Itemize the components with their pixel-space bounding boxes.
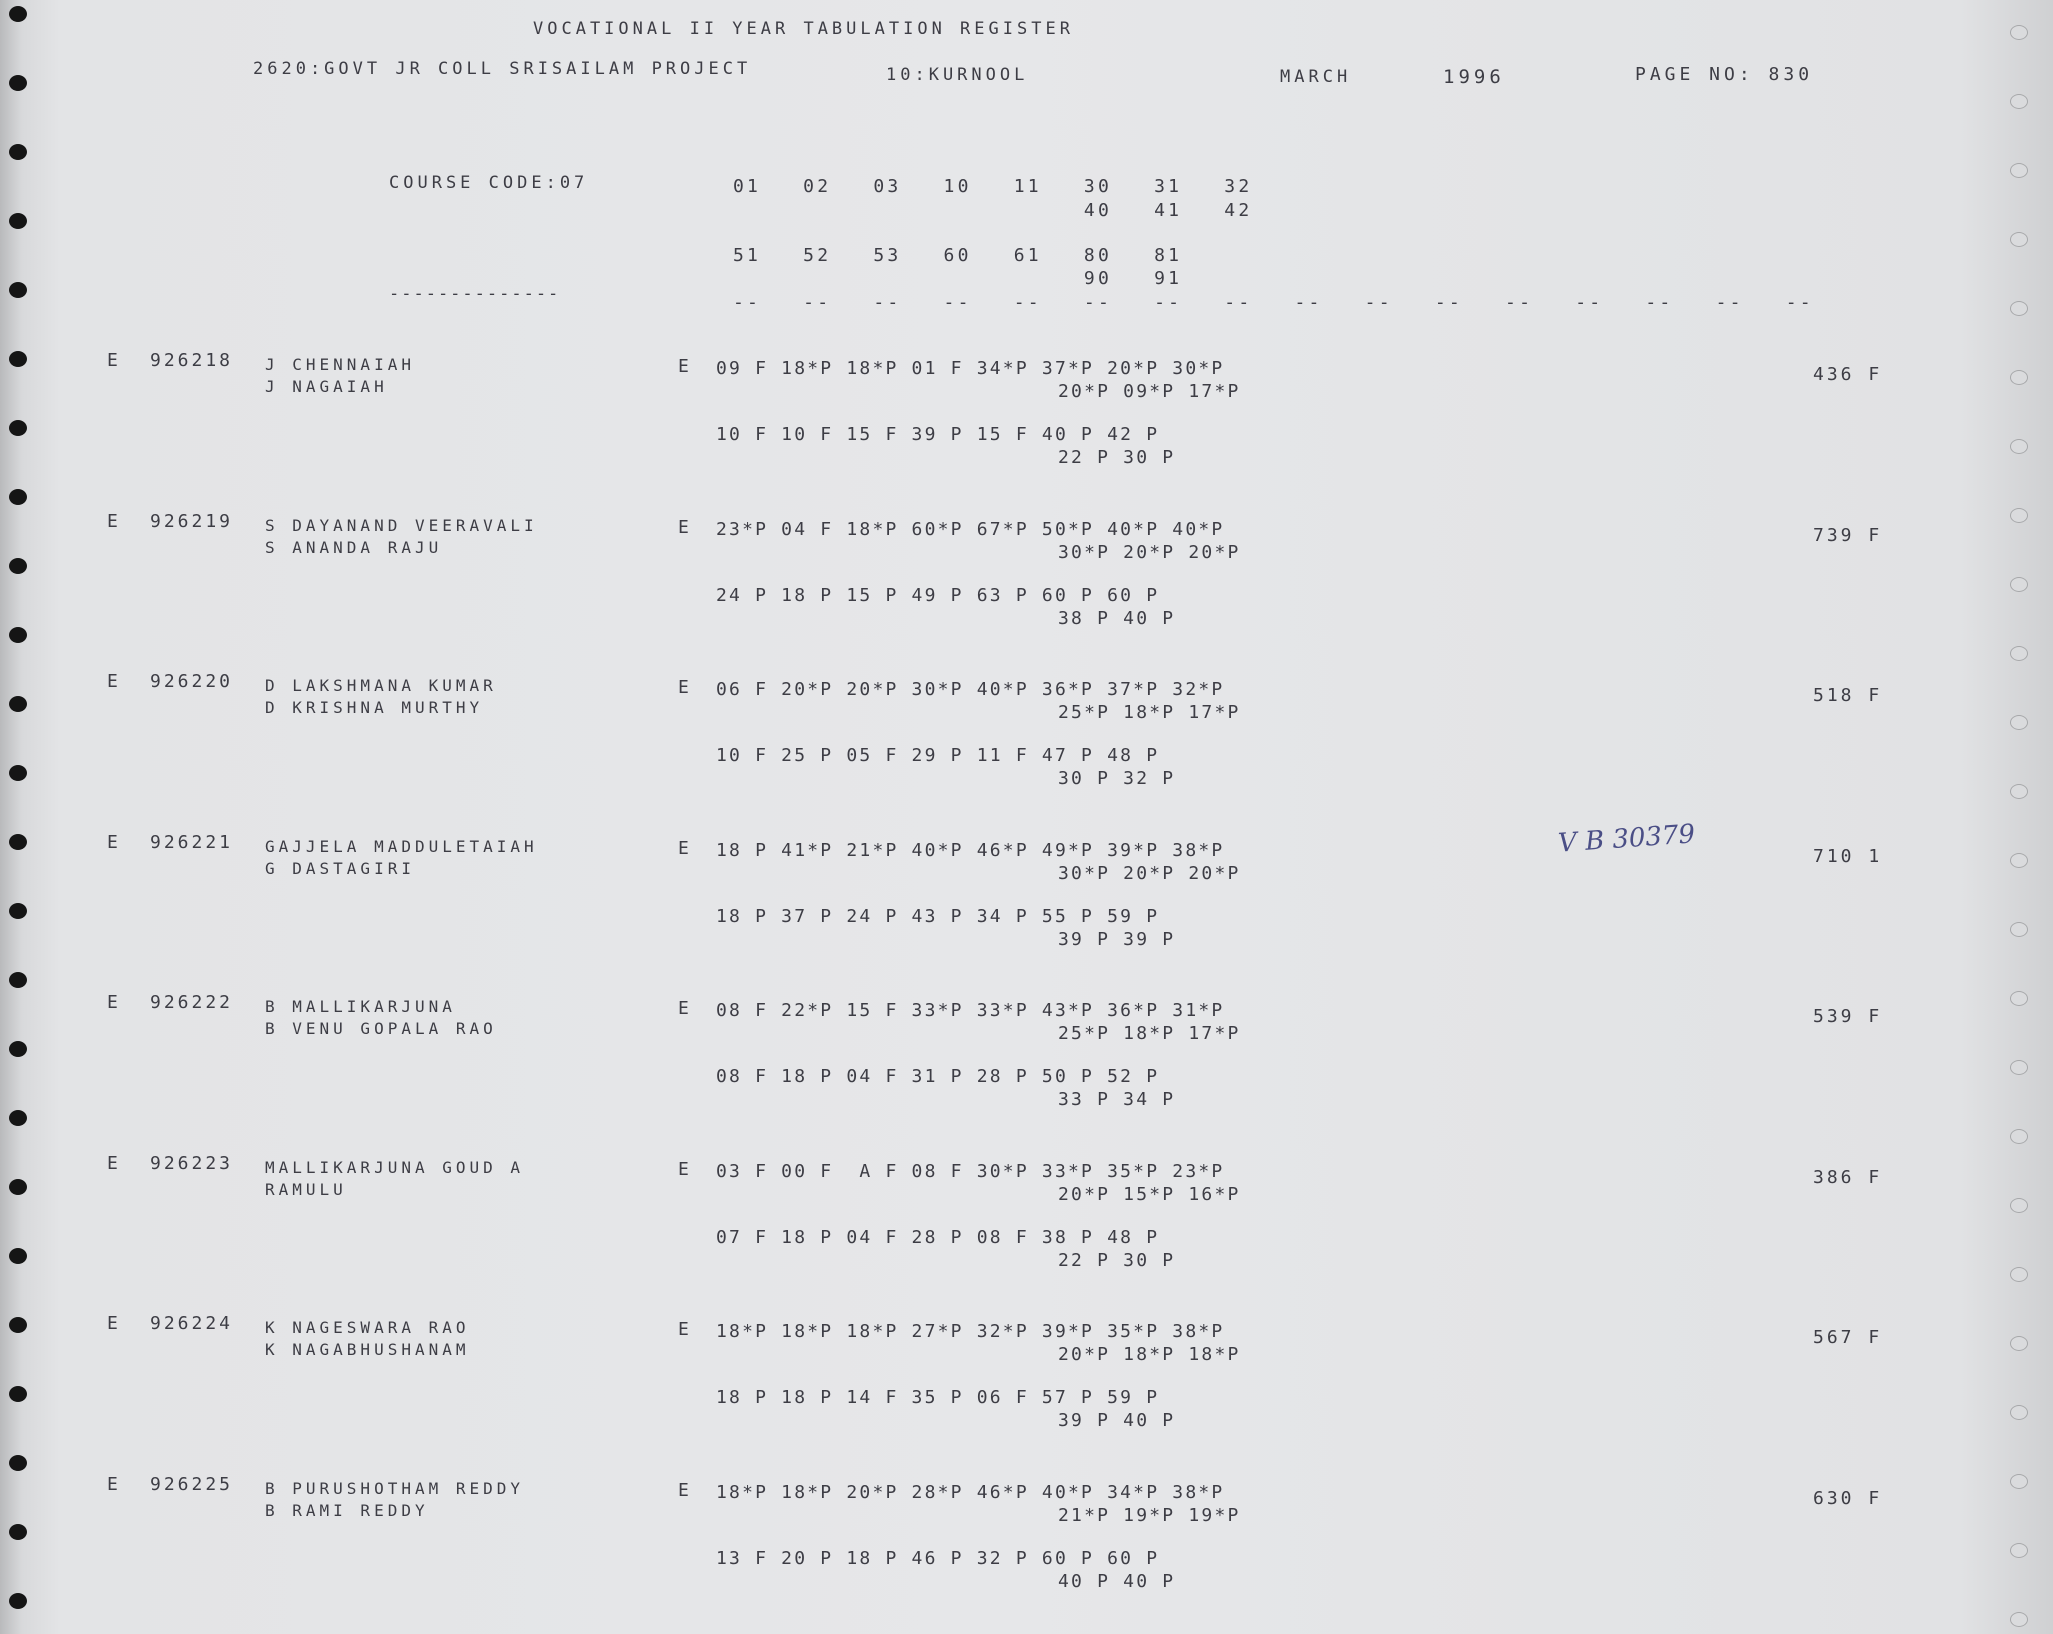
feed-hole [2010,922,2028,937]
student-name: B PURUSHOTHAM REDDY [265,1478,525,1498]
hall-ticket-number: 926218 [150,350,234,371]
student-name: K NAGESWARA RAO [265,1318,470,1337]
feed-hole [9,696,27,712]
feed-hole [2010,94,2028,109]
student-name: GAJJELA MADDULETAIAH [265,836,538,856]
record-flag: E [107,992,121,1013]
marks-row-1: 18*P 18*P 18*P 27*P 32*P 39*P 35*P 38*P [716,1321,1225,1342]
marks-row-1-cont: 30*P 20*P 20*P [1058,541,1241,563]
marks-row-1: 23*P 04 F 18*P 60*P 67*P 50*P 40*P 40*P [716,518,1225,540]
feed-hole [9,1455,27,1471]
father-name: S ANANDA RAJU [265,537,443,557]
marks-row-2-cont: 22 P 30 P [1058,1249,1176,1271]
student-name: S DAYANAND VEERAVALI [265,515,538,535]
exam-month: MARCH [1280,67,1352,87]
hall-ticket-number: 926219 [150,510,234,532]
feed-hole [9,420,27,436]
feed-hole [9,972,27,988]
page-number: PAGE NO: 830 [1635,64,1814,85]
marks-row-2: 10 F 25 P 05 F 29 P 11 F 47 P 48 P [716,745,1160,766]
record-flag: E [107,510,121,532]
student-name: MALLIKARJUNA GOUD A [265,1157,525,1177]
college-name: 2620:GOVT JR COLL SRISAILAM PROJECT [253,59,752,79]
marks-row-2: 13 F 20 P 18 P 46 P 32 P 60 P 60 P [716,1547,1160,1569]
total-and-result: 567 F [1813,1327,1883,1348]
father-name: B VENU GOPALA RAO [265,1019,497,1038]
marks-row-1-cont: 20*P 15*P 16*P [1058,1183,1241,1205]
exam-mark: E [678,356,692,377]
feed-hole [2010,370,2028,385]
feed-hole [2010,577,2028,592]
father-name: RAMULU [265,1179,347,1199]
marks-row-1-cont: 20*P 18*P 18*P [1058,1344,1241,1365]
feed-hole [9,903,27,919]
register-title: VOCATIONAL II YEAR TABULATION REGISTER [533,19,1074,39]
marks-row-1-cont: 30*P 20*P 20*P [1058,862,1241,884]
exam-mark: E [678,1158,692,1180]
marks-row-2-cont: 39 P 39 P [1058,928,1176,950]
feed-hole [2010,1336,2028,1351]
exam-mark: E [678,677,692,698]
exam-mark: E [678,837,692,859]
feed-hole [2010,232,2028,247]
exam-mark: E [678,998,692,1019]
feed-hole [2010,1543,2028,1558]
course-code-underline: -------------- [389,284,561,304]
feed-hole [2010,1267,2028,1282]
record-flag: E [107,1473,121,1495]
hall-ticket-number: 926223 [150,1152,234,1174]
exam-mark: E [678,516,692,538]
marks-row-1: 08 F 22*P 15 F 33*P 33*P 43*P 36*P 31*P [716,1000,1225,1021]
marks-row-2: 24 P 18 P 15 P 49 P 63 P 60 P 60 P [716,584,1160,606]
father-name: D KRISHNA MURTHY [265,698,484,717]
hall-ticket-number: 926221 [150,831,234,853]
feed-hole [2010,25,2028,40]
hall-ticket-number: 926220 [150,671,234,692]
feed-hole [2010,715,2028,730]
feed-hole [9,1041,27,1057]
feed-hole [9,144,27,160]
course-code-label: COURSE CODE:07 [389,173,589,193]
student-name: D LAKSHMANA KUMAR [265,676,497,695]
marks-row-2: 10 F 10 F 15 F 39 P 15 F 40 P 42 P [716,424,1160,445]
total-and-result: 436 F [1813,364,1883,385]
marks-row-2-cont: 39 P 40 P [1058,1410,1176,1431]
father-name: G DASTAGIRI [265,858,415,878]
feed-hole [9,489,27,505]
total-and-result: 518 F [1813,685,1883,706]
marks-row-2: 08 F 18 P 04 F 31 P 28 P 50 P 52 P [716,1066,1160,1087]
feed-hole [9,1110,27,1126]
feed-hole [9,1248,27,1264]
feed-hole [2010,508,2028,523]
feed-hole [2010,991,2028,1006]
marks-row-1-cont: 21*P 19*P 19*P [1058,1504,1241,1526]
feed-hole [9,765,27,781]
feed-hole [9,627,27,643]
feed-hole [2010,439,2028,454]
hall-ticket-number: 926222 [150,992,234,1013]
subject-codes-row-2: 40 41 42 [733,200,1253,221]
record-flag: E [107,831,121,853]
marks-row-1: 09 F 18*P 18*P 01 F 34*P 37*P 20*P 30*P [716,358,1225,379]
marks-row-2-cont: 38 P 40 P [1058,607,1176,629]
marks-row-1-cont: 20*P 09*P 17*P [1058,381,1241,402]
father-name: K NAGABHUSHANAM [265,1340,470,1359]
marks-row-2-cont: 40 P 40 P [1058,1570,1176,1592]
feed-hole [2010,301,2028,316]
feed-hole [9,834,27,850]
subject-codes-row-1: 01 02 03 10 11 30 31 32 [733,176,1253,197]
feed-hole [9,1524,27,1540]
marks-row-1: 03 F 00 F A F 08 F 30*P 33*P 35*P 23*P [716,1160,1225,1182]
subject-codes-row-3: 51 52 53 60 61 80 81 [733,245,1183,266]
father-name: B RAMI REDDY [265,1500,429,1520]
marks-row-2: 07 F 18 P 04 F 28 P 08 F 38 P 48 P [716,1226,1160,1248]
feed-hole [9,1317,27,1333]
student-name: B MALLIKARJUNA [265,997,456,1016]
exam-year: 1996 [1443,66,1505,88]
feed-hole [9,1179,27,1195]
feed-hole [2010,646,2028,661]
handwritten-note: V B 30379 [1557,819,1697,859]
record-flag: E [107,1313,121,1334]
feed-hole [9,213,27,229]
feed-hole [2010,1198,2028,1213]
marks-row-1: 06 F 20*P 20*P 30*P 40*P 36*P 37*P 32*P [716,679,1225,700]
total-and-result: 630 F [1813,1487,1883,1509]
feed-hole [2010,1060,2028,1075]
feed-hole [2010,1612,2028,1627]
total-and-result: 739 F [1813,524,1883,546]
feed-hole [2010,1405,2028,1420]
marks-row-2-cont: 22 P 30 P [1058,447,1176,468]
marks-row-1: 18*P 18*P 20*P 28*P 46*P 40*P 34*P 38*P [716,1481,1225,1503]
feed-hole [2010,853,2028,868]
feed-hole [9,1386,27,1402]
subject-codes-row-4: 90 91 [733,268,1183,289]
feed-hole [9,558,27,574]
student-name: J CHENNAIAH [265,355,415,374]
district-code: 10:KURNOOL [886,65,1029,85]
marks-row-1-cont: 25*P 18*P 17*P [1058,702,1241,723]
marks-row-2: 18 P 37 P 24 P 43 P 34 P 55 P 59 P [716,905,1160,927]
feed-hole [9,351,27,367]
feed-hole [2010,1129,2028,1144]
record-flag: E [107,1152,121,1174]
feed-hole [9,282,27,298]
marks-row-1-cont: 25*P 18*P 17*P [1058,1023,1241,1044]
hall-ticket-number: 926224 [150,1313,234,1334]
total-and-result: 710 1 [1813,845,1883,867]
marks-row-1: 18 P 41*P 21*P 40*P 46*P 49*P 39*P 38*P [716,839,1225,861]
exam-mark: E [678,1319,692,1340]
exam-mark: E [678,1479,692,1501]
record-flag: E [107,350,121,371]
feed-hole [9,75,27,91]
feed-hole [2010,1474,2028,1489]
feed-hole [2010,784,2028,799]
feed-hole [9,6,27,22]
marks-row-2-cont: 30 P 32 P [1058,768,1176,789]
marks-row-2: 18 P 18 P 14 F 35 P 06 F 57 P 59 P [716,1387,1160,1408]
feed-hole [9,1593,27,1609]
total-and-result: 386 F [1813,1166,1883,1188]
record-flag: E [107,671,121,692]
total-and-result: 539 F [1813,1006,1883,1027]
marks-row-2-cont: 33 P 34 P [1058,1089,1176,1110]
father-name: J NAGAIAH [265,377,388,396]
hall-ticket-number: 926225 [150,1473,234,1495]
subject-dash-separators: -- -- -- -- -- -- -- -- -- -- -- -- -- -- -- -- [733,292,1814,313]
feed-hole [2010,163,2028,178]
